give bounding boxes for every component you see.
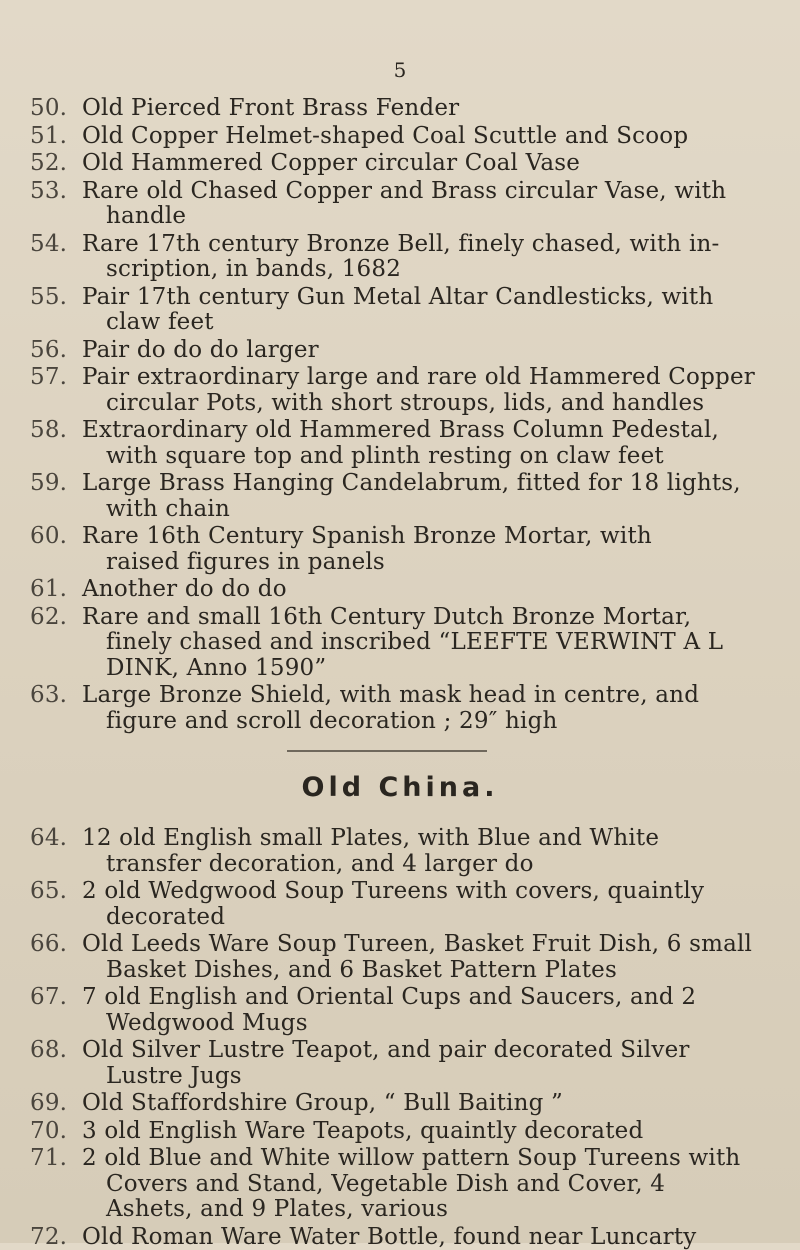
lot-description-line: Ashets, and 9 Plates, various bbox=[82, 1197, 790, 1223]
lot-description-line: Pair 17th century Gun Metal Altar Candlesticks, with bbox=[82, 285, 790, 311]
lot-number: 53. bbox=[30, 179, 74, 205]
lot-description bbox=[82, 577, 790, 603]
lot-description-line: figure and scroll decoration ; 29″ high bbox=[82, 709, 790, 735]
lot-number: 68. bbox=[30, 1038, 74, 1064]
lot-entry bbox=[30, 879, 790, 930]
lot-number: 64. bbox=[30, 826, 74, 852]
lot-number: 59. bbox=[30, 471, 74, 497]
lot-description bbox=[82, 232, 790, 283]
lot-description bbox=[82, 285, 790, 336]
lot-description bbox=[82, 1146, 790, 1223]
lot-entry bbox=[30, 96, 790, 122]
lot-description-line: Pair do do do larger bbox=[82, 338, 790, 364]
lot-description-line: Rare 17th century Bronze Bell, finely chased, with in- bbox=[82, 232, 790, 258]
lot-entry bbox=[30, 1119, 790, 1145]
lot-description bbox=[82, 683, 790, 734]
lot-description-line: 12 old English small Plates, with Blue and White bbox=[82, 826, 790, 852]
lot-entry bbox=[30, 1146, 790, 1223]
lot-description-line: DINK, Anno 1590” bbox=[82, 656, 790, 682]
lot-entry bbox=[30, 524, 790, 575]
lot-entry bbox=[30, 826, 790, 877]
lot-description-line: Lustre Jugs bbox=[82, 1064, 790, 1090]
lot-number: 67. bbox=[30, 985, 74, 1011]
lot-description-line: circular Pots, with short stroups, lids, and handles bbox=[82, 391, 790, 417]
lot-description bbox=[82, 338, 790, 364]
lot-number: 66. bbox=[30, 932, 74, 958]
lot-description-line: Rare and small 16th Century Dutch Bronze Mortar, bbox=[82, 605, 790, 631]
lot-description-line: finely chased and inscribed “LEEFTE VERWINT A L bbox=[82, 630, 790, 656]
lot-description-line: Wedgwood Mugs bbox=[82, 1011, 790, 1037]
lot-description bbox=[82, 605, 790, 682]
lot-entry bbox=[30, 683, 790, 734]
lot-description-line: Old Copper Helmet-shaped Coal Scuttle and Scoop bbox=[82, 124, 790, 150]
lot-description bbox=[82, 524, 790, 575]
lot-entry bbox=[30, 1091, 790, 1117]
lot-description-line: 2 old Blue and White willow pattern Soup Tureens with bbox=[82, 1146, 790, 1172]
lot-description-line: Extraordinary old Hammered Brass Column Pedestal, bbox=[82, 418, 790, 444]
lot-description bbox=[82, 1091, 790, 1117]
lot-description bbox=[82, 365, 790, 416]
lot-description-line: claw feet bbox=[82, 310, 790, 336]
lot-description-line: Rare 16th Century Spanish Bronze Mortar, with bbox=[82, 524, 790, 550]
lot-entry bbox=[30, 365, 790, 416]
lot-description-line: with square top and plinth resting on claw feet bbox=[82, 444, 790, 470]
lot-number: 56. bbox=[30, 338, 74, 364]
lot-description-line: Old Leeds Ware Soup Tureen, Basket Fruit Dish, 6 small bbox=[82, 932, 790, 958]
lot-entry bbox=[30, 124, 790, 150]
lot-description-line: transfer decoration, and 4 larger do bbox=[82, 852, 790, 878]
lot-number: 70. bbox=[30, 1119, 74, 1145]
lot-description-line: raised figures in panels bbox=[82, 550, 790, 576]
lot-description-line: Large Bronze Shield, with mask head in centre, and bbox=[82, 683, 790, 709]
lot-number: 72. bbox=[30, 1225, 74, 1250]
lot-description-line: Basket Dishes, and 6 Basket Pattern Plates bbox=[82, 958, 790, 984]
lot-description-line: Old Roman Ware Water Bottle, found near Luncarty bbox=[82, 1225, 790, 1250]
lot-entry bbox=[30, 471, 790, 522]
lot-entry bbox=[30, 605, 790, 682]
lot-number: 71. bbox=[30, 1146, 74, 1172]
lot-description-line: Rare old Chased Copper and Brass circular Vase, with bbox=[82, 179, 790, 205]
lot-number: 54. bbox=[30, 232, 74, 258]
lot-description-line: decorated bbox=[82, 905, 790, 931]
lot-number: 61. bbox=[30, 577, 74, 603]
lot-entry bbox=[30, 985, 790, 1036]
lot-number: 60. bbox=[30, 524, 74, 550]
lot-entry bbox=[30, 338, 790, 364]
lot-number: 58. bbox=[30, 418, 74, 444]
lot-entry bbox=[30, 418, 790, 469]
lot-description bbox=[82, 879, 790, 930]
lot-description bbox=[82, 179, 790, 230]
section-heading: Old China. bbox=[0, 772, 800, 803]
lot-entry bbox=[30, 577, 790, 603]
lot-description bbox=[82, 151, 790, 177]
lot-number: 65. bbox=[30, 879, 74, 905]
lot-description bbox=[82, 932, 790, 983]
lot-description-line: Pair extraordinary large and rare old Hammered Copper bbox=[82, 365, 790, 391]
lot-description-line: 3 old English Ware Teapots, quaintly decorated bbox=[82, 1119, 790, 1145]
lot-entry bbox=[30, 179, 790, 230]
lot-description bbox=[82, 1038, 790, 1089]
lot-number: 51. bbox=[30, 124, 74, 150]
lot-entry bbox=[30, 151, 790, 177]
lot-number: 55. bbox=[30, 285, 74, 311]
lot-description-line: Covers and Stand, Vegetable Dish and Cover, 4 bbox=[82, 1172, 790, 1198]
lot-description bbox=[82, 418, 790, 469]
lot-description bbox=[82, 985, 790, 1036]
lot-description bbox=[82, 124, 790, 150]
lot-description bbox=[82, 826, 790, 877]
lot-number: 62. bbox=[30, 605, 74, 631]
page-number: 5 bbox=[0, 58, 800, 82]
lot-entry bbox=[30, 285, 790, 336]
lot-description-line: with chain bbox=[82, 497, 790, 523]
lot-description-line: Another do do do bbox=[82, 577, 790, 603]
lot-description-line: Old Hammered Copper circular Coal Vase bbox=[82, 151, 790, 177]
lot-description-line: 7 old English and Oriental Cups and Saucers, and 2 bbox=[82, 985, 790, 1011]
lot-number: 69. bbox=[30, 1091, 74, 1117]
lot-description-line: 2 old Wedgwood Soup Tureens with covers, quaintly bbox=[82, 879, 790, 905]
lot-description bbox=[82, 1225, 790, 1250]
lot-description-line: Old Pierced Front Brass Fender bbox=[82, 96, 790, 122]
lot-number: 63. bbox=[30, 683, 74, 709]
lot-entry bbox=[30, 932, 790, 983]
lot-description-line: scription, in bands, 1682 bbox=[82, 257, 790, 283]
lot-description-line: handle bbox=[82, 204, 790, 230]
lot-entry bbox=[30, 1038, 790, 1089]
lot-description bbox=[82, 96, 790, 122]
lot-number: 57. bbox=[30, 365, 74, 391]
section-divider bbox=[287, 750, 487, 752]
lot-entry bbox=[30, 232, 790, 283]
lot-description-line: Large Brass Hanging Candelabrum, fitted for 18 lights, bbox=[82, 471, 790, 497]
lot-description bbox=[82, 471, 790, 522]
lot-description-line: Old Staffordshire Group, “ Bull Baiting ” bbox=[82, 1091, 790, 1117]
lot-description-line: Old Silver Lustre Teapot, and pair decorated Silver bbox=[82, 1038, 790, 1064]
lot-entry bbox=[30, 1225, 790, 1250]
lot-number: 52. bbox=[30, 151, 74, 177]
lot-number: 50. bbox=[30, 96, 74, 122]
lot-description bbox=[82, 1119, 790, 1145]
